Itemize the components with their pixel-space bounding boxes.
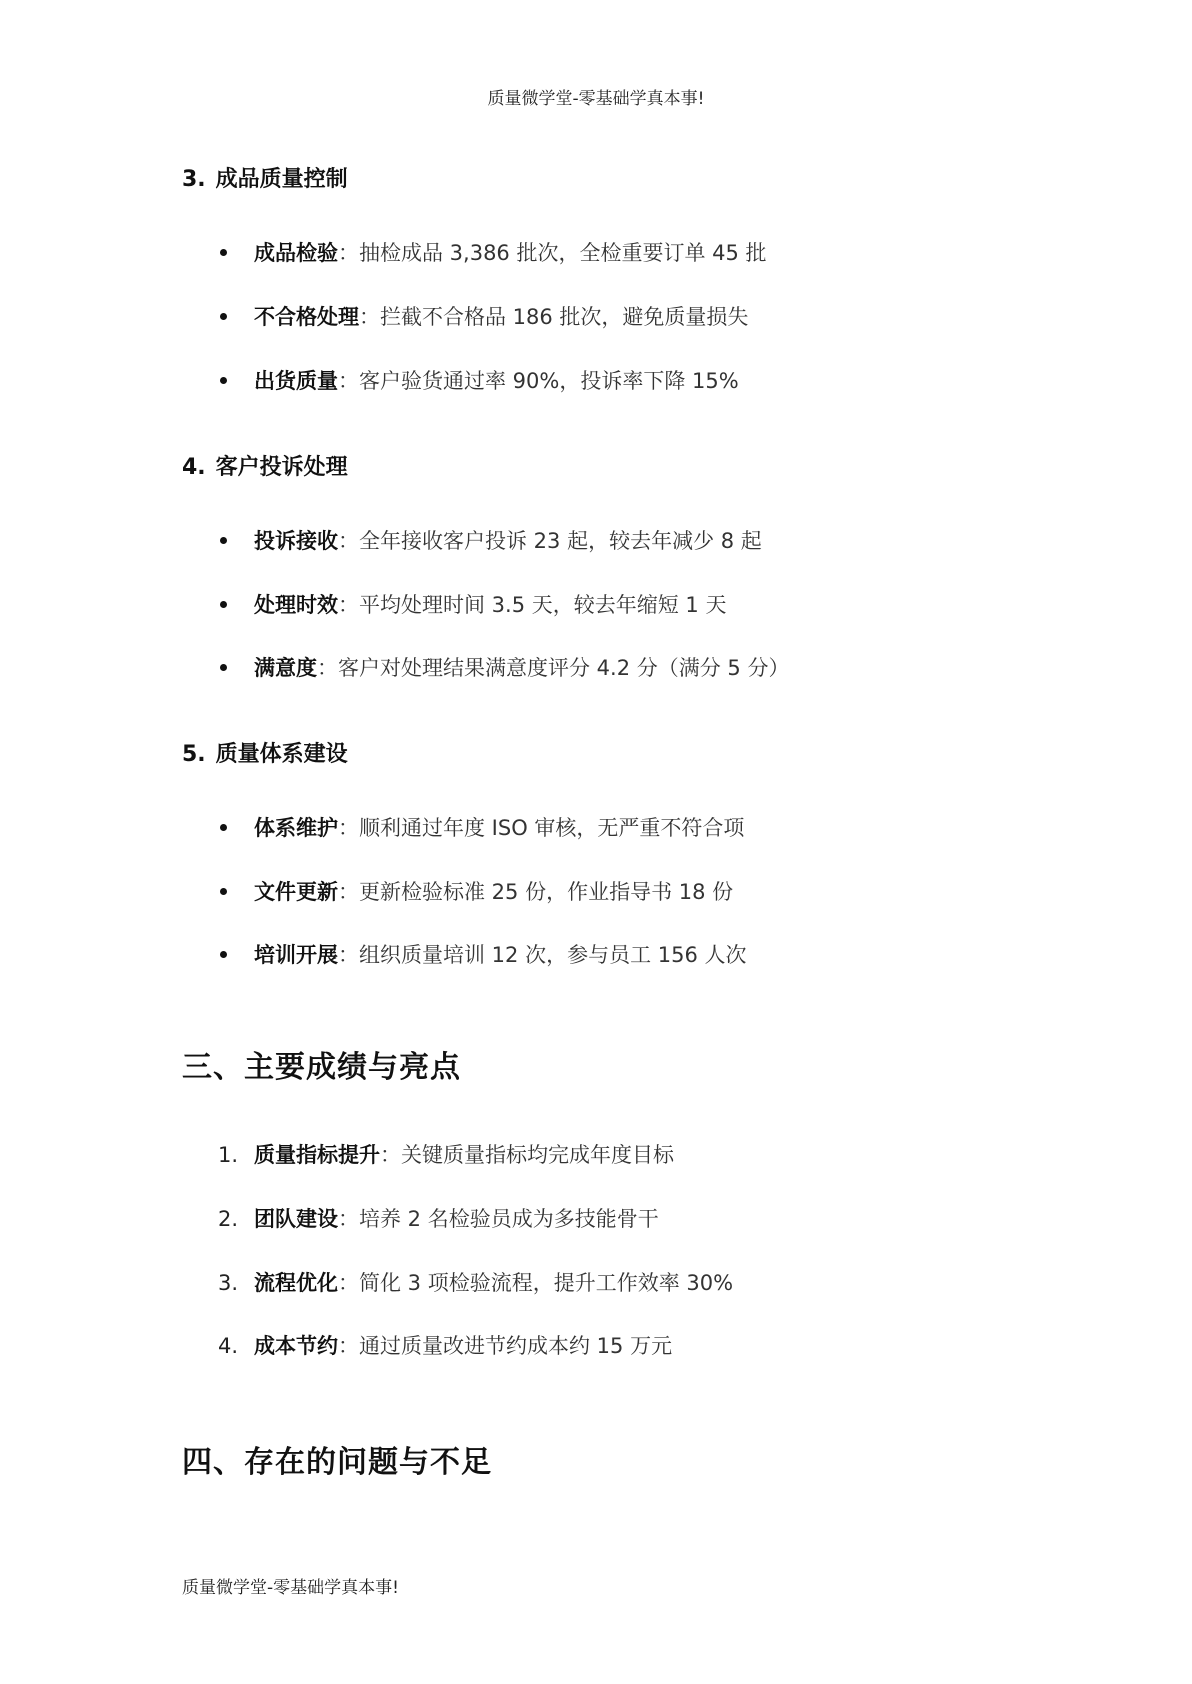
list-item bbox=[218, 1267, 733, 1297]
section-number: 3. bbox=[182, 167, 206, 192]
item-label: 成本节约 bbox=[254, 1334, 338, 1358]
item-text: ：顺利通过年度 ISO 审核，无严重不符合项 bbox=[338, 816, 745, 840]
section-number: 5. bbox=[182, 742, 206, 767]
list-item bbox=[218, 237, 767, 267]
list-item bbox=[218, 301, 748, 331]
item-ordinal: 3. bbox=[218, 1271, 239, 1295]
item-label: 文件更新 bbox=[254, 880, 338, 904]
section-title: 成品质量控制 bbox=[215, 167, 348, 192]
item-label: 不合格处理 bbox=[254, 305, 359, 329]
bullet-icon bbox=[220, 601, 227, 608]
item-text: ：客户对处理结果满意度评分 4.2 分（满分 5 分） bbox=[317, 656, 790, 680]
section-heading-customer-complaints bbox=[182, 450, 348, 481]
list-item bbox=[218, 939, 747, 969]
item-text: ：通过质量改进节约成本约 15 万元 bbox=[338, 1334, 673, 1358]
list-item bbox=[218, 812, 744, 842]
item-text: ：平均处理时间 3.5 天，较去年缩短 1 天 bbox=[338, 593, 727, 617]
item-label: 满意度 bbox=[254, 656, 317, 680]
section-title: 客户投诉处理 bbox=[215, 455, 348, 480]
item-label: 投诉接收 bbox=[254, 529, 338, 553]
item-text: ：客户验货通过率 90%，投诉率下降 15% bbox=[338, 369, 739, 393]
item-label: 处理时效 bbox=[254, 593, 338, 617]
list-item bbox=[218, 1330, 672, 1360]
item-label: 团队建设 bbox=[254, 1207, 338, 1231]
bullet-icon bbox=[220, 537, 227, 544]
bullet-icon bbox=[220, 249, 227, 256]
item-label: 成品检验 bbox=[254, 241, 338, 265]
bullet-icon bbox=[220, 824, 227, 831]
item-text: ：关键质量指标均完成年度目标 bbox=[380, 1143, 674, 1167]
bullet-icon bbox=[220, 888, 227, 895]
list-item bbox=[218, 1139, 674, 1169]
list-item bbox=[218, 1203, 659, 1233]
bullet-icon bbox=[220, 664, 227, 671]
section-title: 质量体系建设 bbox=[215, 742, 348, 767]
item-text: ：全年接收客户投诉 23 起，较去年减少 8 起 bbox=[338, 529, 762, 553]
item-label: 出货质量 bbox=[254, 369, 338, 393]
section-heading-finished-product-quality bbox=[182, 162, 348, 193]
section-heading-quality-system bbox=[182, 737, 348, 768]
bullet-icon bbox=[220, 313, 227, 320]
item-text: ：组织质量培训 12 次，参与员工 156 人次 bbox=[338, 943, 747, 967]
item-ordinal: 1. bbox=[218, 1143, 239, 1167]
item-ordinal: 2. bbox=[218, 1207, 239, 1231]
list-item bbox=[218, 652, 789, 682]
item-label: 质量指标提升 bbox=[254, 1143, 380, 1167]
item-label: 体系维护 bbox=[254, 816, 338, 840]
chapter-heading-problems: 四、存在的问题与不足 bbox=[182, 1445, 492, 1480]
item-label: 流程优化 bbox=[254, 1271, 338, 1295]
chapter-heading-achievements: 三、主要成绩与亮点 bbox=[182, 1050, 461, 1085]
bullet-icon bbox=[220, 377, 227, 384]
item-text: ：拦截不合格品 186 批次，避免质量损失 bbox=[359, 305, 749, 329]
item-text: ：抽检成品 3,386 批次，全检重要订单 45 批 bbox=[338, 241, 767, 265]
item-text: ：简化 3 项检验流程，提升工作效率 30% bbox=[338, 1271, 734, 1295]
list-item bbox=[218, 365, 739, 395]
item-text: ：更新检验标准 25 份，作业指导书 18 份 bbox=[338, 880, 734, 904]
item-label: 培训开展 bbox=[254, 943, 338, 967]
item-text: ：培养 2 名检验员成为多技能骨干 bbox=[338, 1207, 659, 1231]
bullet-icon bbox=[220, 951, 227, 958]
list-item bbox=[218, 589, 726, 619]
section-number: 4. bbox=[182, 455, 206, 480]
list-item bbox=[218, 525, 762, 555]
list-item bbox=[218, 876, 733, 906]
page-footer: 质量微学堂-零基础学真本事! bbox=[182, 1578, 399, 1598]
item-ordinal: 4. bbox=[218, 1334, 239, 1358]
page-header: 质量微学堂-零基础学真本事! bbox=[487, 89, 705, 109]
